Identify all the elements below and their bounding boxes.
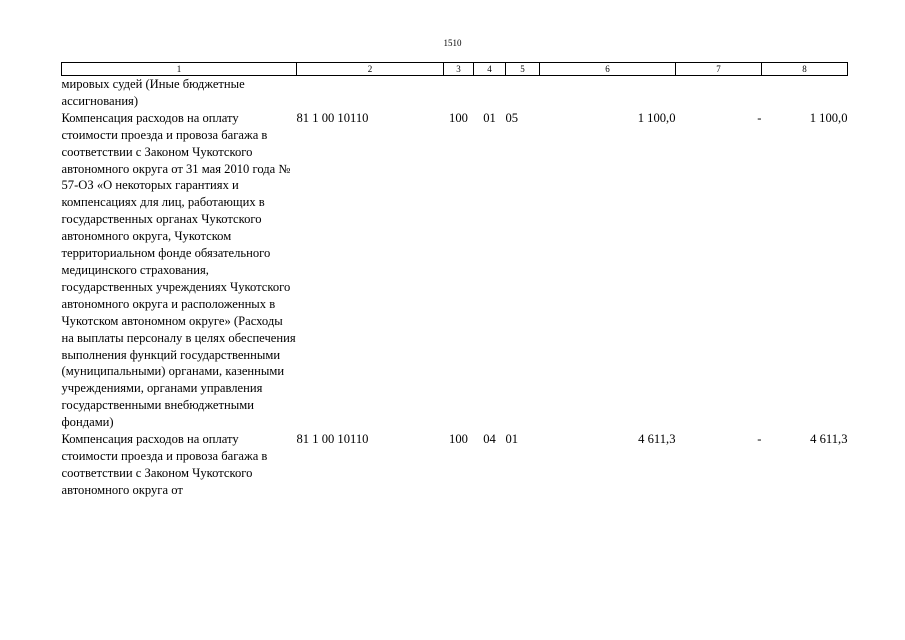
header-row xyxy=(62,63,848,76)
row-name: Компенсация расходов на оплату стоимости проезда и провоза багажа в соответствии с Законом Чукотского автономного округа от xyxy=(61,432,268,497)
table-row xyxy=(62,110,848,431)
row-col7: - xyxy=(757,110,762,125)
row-col8 xyxy=(762,76,848,110)
row-name: мировых судей (Иные бюджетные ассигнования) xyxy=(61,77,245,108)
row-col5: 01 xyxy=(505,432,519,447)
row-col5: 05 xyxy=(505,110,519,125)
row-name: Компенсация расходов на оплату стоимости проезда и провоза багажа в соответствии с Законом Чукотского автономного округа от 31 мая 2010 года № 57-ОЗ «О некоторых гарантиях и компенсациях для лиц, работающих в государственных органах Чукотского автономного округа, Чукотском территориальном фонде обязательного медицинского страхования, государственных учреждениях Чукотского автономного округа и расположенных в Чукотском автономном округе» (Расходы на выплаты персоналу в целях обеспечения выполнения функций государственными (муниципальными) органами, казенными учреждениями, органами управления государственными внебюджетными фондами) xyxy=(61,110,296,430)
column-header-4: 4 xyxy=(474,63,506,76)
page-number: 1510 xyxy=(443,38,462,48)
row-col4: 01 xyxy=(483,110,496,125)
row-col5 xyxy=(506,76,540,110)
column-header-7: 7 xyxy=(676,63,762,76)
row-col8: 1 100,0 xyxy=(809,110,848,125)
row-code: 81 1 00 10110 xyxy=(296,110,369,125)
row-col6: 4 611,3 xyxy=(638,432,676,447)
column-header-2: 2 xyxy=(297,63,444,76)
row-col7: - xyxy=(757,432,762,447)
row-code: 81 1 00 10110 xyxy=(296,432,369,447)
table-row xyxy=(62,76,848,110)
row-col3: 100 xyxy=(449,432,468,447)
row-code xyxy=(297,76,444,110)
column-header-8: 8 xyxy=(762,63,848,76)
row-col6: 1 100,0 xyxy=(637,110,676,125)
row-col6 xyxy=(540,76,676,110)
row-col4 xyxy=(474,76,506,110)
row-col3 xyxy=(444,76,474,110)
column-header-5: 5 xyxy=(506,63,540,76)
row-col3: 100 xyxy=(449,110,468,125)
row-col7 xyxy=(676,76,762,110)
column-header-1: 1 xyxy=(62,63,297,76)
row-col4: 04 xyxy=(483,432,496,447)
column-header-3: 3 xyxy=(444,63,474,76)
table-row xyxy=(62,431,848,499)
column-header-6: 6 xyxy=(540,63,676,76)
budget-table xyxy=(61,62,848,499)
row-col8: 4 611,3 xyxy=(810,432,848,447)
